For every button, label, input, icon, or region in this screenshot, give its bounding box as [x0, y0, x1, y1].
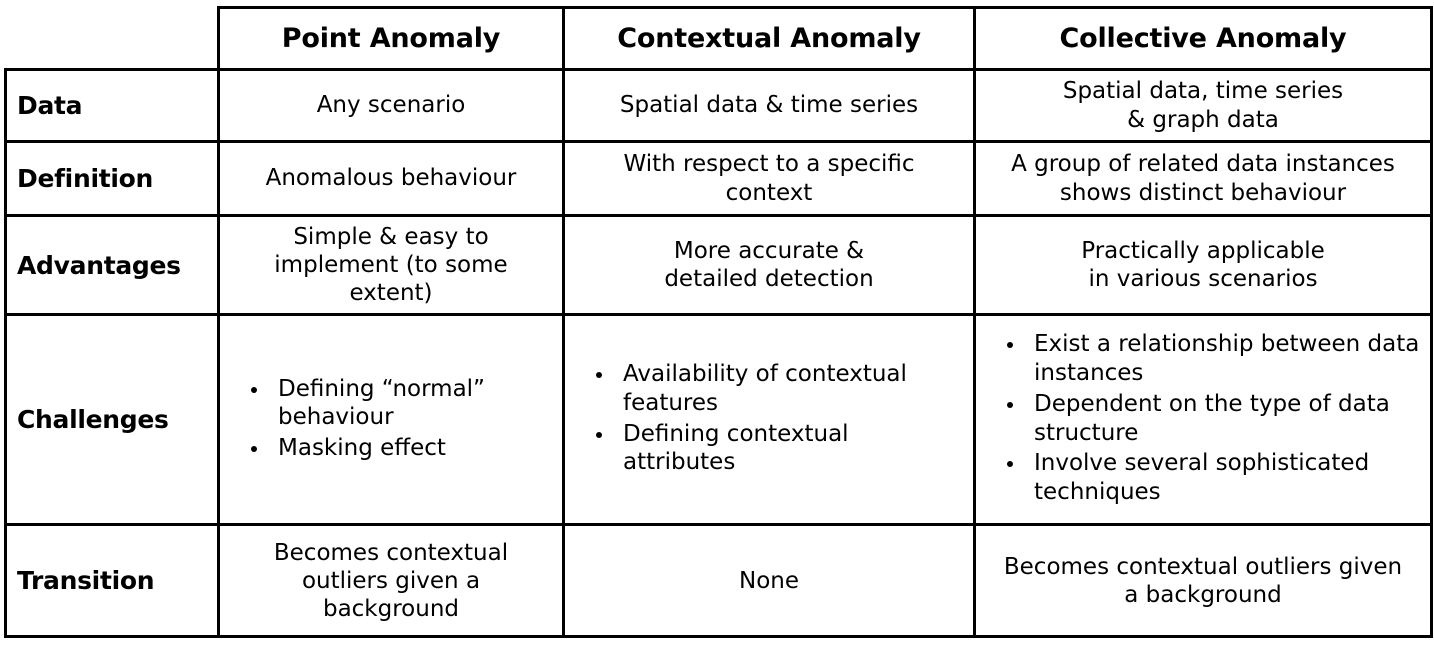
list-item: • Masking effect	[270, 434, 552, 463]
cell-data-collective: Spatial data, time series & graph data	[975, 70, 1432, 142]
row-header-challenges: Challenges	[6, 315, 219, 525]
cell-data-contextual: Spatial data & time series	[564, 70, 975, 142]
table-row-advantages	[6, 216, 1432, 315]
list-item: • Defining contextual attributes	[615, 420, 963, 478]
table-corner-cell	[6, 8, 219, 70]
column-header-point-anomaly: Point Anomaly	[219, 8, 564, 70]
table-row-transition	[6, 525, 1432, 637]
row-header-definition: Definition	[6, 142, 219, 216]
bullet-list-challenges-point	[230, 375, 552, 463]
cell-challenges-point	[219, 315, 564, 525]
cell-definition-contextual: With respect to a specific context	[564, 142, 975, 216]
cell-advantages-point: Simple & easy to implement (to some extent)	[219, 216, 564, 315]
table-row-challenges	[6, 315, 1432, 525]
cell-transition-point: Becomes contextual outliers given a background	[219, 525, 564, 637]
row-header-transition: Transition	[6, 525, 219, 637]
list-item: • Involve several sophisticated techniques	[1026, 449, 1420, 507]
bullet-list-challenges-collective	[986, 330, 1420, 507]
cell-challenges-contextual	[564, 315, 975, 525]
cell-data-point: Any scenario	[219, 70, 564, 142]
cell-transition-contextual: None	[564, 525, 975, 637]
cell-transition-collective: Becomes contextual outliers given a background	[975, 525, 1432, 637]
anomaly-comparison-table	[4, 6, 1433, 638]
cell-challenges-collective	[975, 315, 1432, 525]
cell-definition-collective: A group of related data instances shows distinct behaviour	[975, 142, 1432, 216]
list-item: • Defining “normal” behaviour	[270, 375, 552, 433]
cell-advantages-contextual: More accurate & detailed detection	[564, 216, 975, 315]
table-header-row	[6, 8, 1432, 70]
row-header-advantages: Advantages	[6, 216, 219, 315]
list-item: • Dependent on the type of data structure	[1026, 390, 1420, 448]
row-header-data: Data	[6, 70, 219, 142]
column-header-collective-anomaly: Collective Anomaly	[975, 8, 1432, 70]
list-item: • Exist a relationship between data instances	[1026, 330, 1420, 388]
cell-definition-point: Anomalous behaviour	[219, 142, 564, 216]
bullet-list-challenges-contextual	[575, 360, 963, 477]
table-row-definition	[6, 142, 1432, 216]
cell-advantages-collective: Practically applicable in various scenarios	[975, 216, 1432, 315]
column-header-contextual-anomaly: Contextual Anomaly	[564, 8, 975, 70]
table-row-data	[6, 70, 1432, 142]
list-item: • Availability of contextual features	[615, 360, 963, 418]
